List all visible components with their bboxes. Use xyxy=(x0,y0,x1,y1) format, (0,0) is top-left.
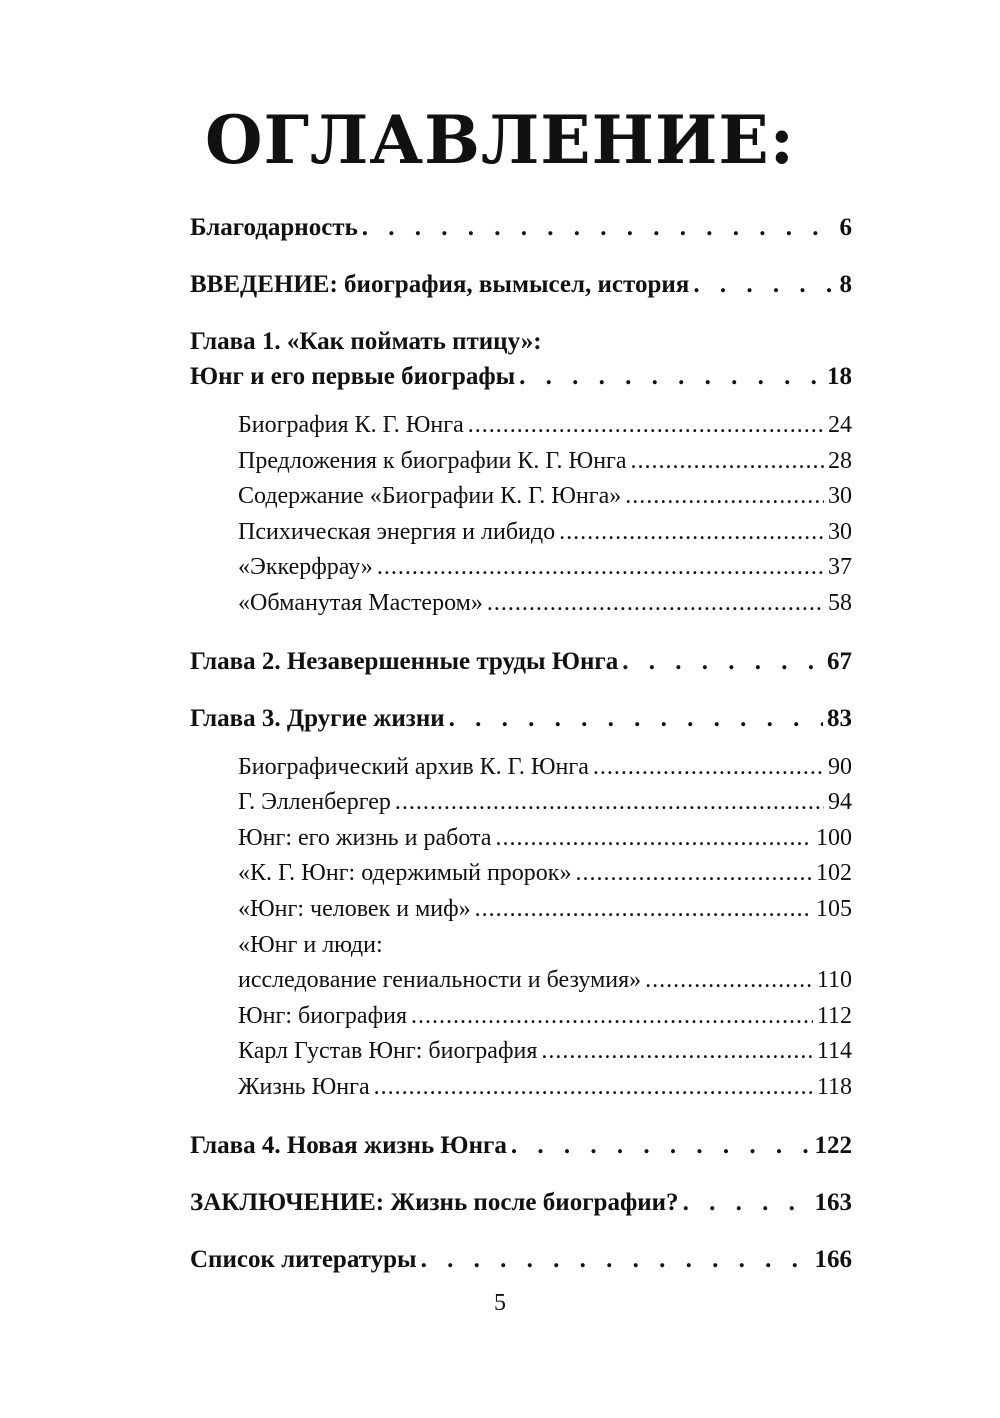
toc-subentry-line1[interactable]: «Юнг и люди: xyxy=(238,931,383,958)
toc-subentry[interactable] xyxy=(238,999,852,1035)
dot-leader xyxy=(575,856,812,892)
toc-entry-chapter1[interactable] xyxy=(190,359,852,394)
toc-entry-chapter1-line1[interactable]: Глава 1. «Как поймать птицу»: xyxy=(190,328,542,355)
dot-leader xyxy=(645,963,813,999)
dot-leader xyxy=(468,408,824,444)
toc-subentry-label: Карл Густав Юнг: биография xyxy=(238,1038,538,1065)
toc-subentry[interactable] xyxy=(238,1070,852,1106)
toc-page-number: 118 xyxy=(816,1073,852,1100)
toc-subentry-label: Юнг: его жизнь и работа xyxy=(238,824,492,851)
toc-page-number: 30 xyxy=(828,518,852,545)
toc-subentry-label: «К. Г. Юнг: одержимый пророк» xyxy=(238,860,572,887)
dot-leader xyxy=(362,210,836,245)
toc-entry-chapter2[interactable] xyxy=(190,644,852,679)
toc-subentry[interactable] xyxy=(238,586,852,622)
dot-leader xyxy=(495,821,812,857)
dot-leader xyxy=(519,359,823,394)
toc-entry-label: ВВЕДЕНИЕ: биография, вымысел, история xyxy=(190,271,690,298)
toc-subentry-label: «Эккерфрау» xyxy=(238,554,373,581)
toc-entry-chapter4[interactable] xyxy=(190,1128,852,1163)
dot-leader xyxy=(377,550,824,586)
toc-page-number: 6 xyxy=(839,214,852,241)
toc-subentry-label: Психическая энергия и либидо xyxy=(238,518,556,545)
toc-entry-label: Благодарность xyxy=(190,214,358,241)
toc-page-number: 18 xyxy=(827,363,852,390)
toc-page-number: 100 xyxy=(816,824,852,851)
toc-subentry[interactable] xyxy=(238,1034,852,1070)
dot-leader xyxy=(421,1242,811,1277)
dot-leader xyxy=(395,785,824,821)
toc-subentry[interactable] xyxy=(238,785,852,821)
toc-page-number: 102 xyxy=(816,860,852,887)
toc-subentry[interactable] xyxy=(238,821,852,857)
toc-entry-bibliography[interactable] xyxy=(190,1242,852,1277)
toc-subentry-label: «Обманутая Мастером» xyxy=(238,589,483,616)
toc-page-number: 163 xyxy=(814,1188,852,1216)
page-title: ОГЛАВЛЕНИЕ: xyxy=(204,101,795,179)
toc-subentry[interactable] xyxy=(238,856,852,892)
toc-page-number: 58 xyxy=(828,589,852,616)
toc-page-number: 110 xyxy=(816,967,852,994)
dot-leader xyxy=(411,999,813,1035)
dot-leader xyxy=(449,701,823,736)
toc-subentry-label: Юнг: биография xyxy=(238,1002,408,1029)
dot-leader xyxy=(683,1185,811,1220)
toc-subentry[interactable] xyxy=(238,750,852,786)
toc-entry-introduction[interactable] xyxy=(190,267,852,302)
toc-entry-label: Глава 3. Другие жизни xyxy=(190,704,445,732)
dot-leader xyxy=(511,1128,811,1163)
toc-page-number: 83 xyxy=(827,704,852,732)
toc-page-number: 37 xyxy=(828,554,852,581)
toc-page-number: 122 xyxy=(814,1131,852,1159)
toc-subentry-label: Содержание «Биографии К. Г. Юнга» xyxy=(238,483,622,510)
dot-leader xyxy=(541,1034,813,1070)
toc-subentry-label: Жизнь Юнга xyxy=(238,1073,370,1100)
toc-page-number: 94 xyxy=(828,789,852,816)
dot-leader xyxy=(487,586,824,622)
toc-page-number: 30 xyxy=(828,483,852,510)
toc-page-number: 112 xyxy=(816,1002,852,1029)
toc-subentry[interactable] xyxy=(238,444,852,480)
toc-subentry[interactable] xyxy=(238,963,852,999)
toc-entry-acknowledgments[interactable] xyxy=(190,210,852,245)
dot-leader xyxy=(374,1070,813,1106)
dot-leader xyxy=(559,515,824,551)
toc-page-number: 8 xyxy=(839,271,852,298)
toc-page-number: 67 xyxy=(827,647,852,675)
toc-subentry-label: Биография К. Г. Юнга xyxy=(238,412,464,438)
toc-subentry[interactable] xyxy=(238,550,852,586)
dot-leader xyxy=(625,479,824,515)
toc-entry-chapter3[interactable] xyxy=(190,701,852,736)
toc-page-number: 166 xyxy=(814,1245,852,1273)
dot-leader xyxy=(693,267,835,302)
toc-page-number: 24 xyxy=(828,412,852,438)
dot-leader xyxy=(622,644,823,679)
toc-entry-label: ЗАКЛЮЧЕНИЕ: Жизнь после биографии? xyxy=(190,1188,679,1216)
toc-page-number: 28 xyxy=(828,447,852,474)
toc-page-number: 105 xyxy=(816,895,852,922)
toc-page-number: 114 xyxy=(816,1038,852,1065)
toc-subentry[interactable] xyxy=(238,515,852,551)
table-of-contents xyxy=(190,210,852,1277)
toc-entry-label: Глава 2. Незавершенные труды Юнга xyxy=(190,647,619,675)
page-number-footer: 5 xyxy=(494,1290,506,1316)
toc-subentry-label: исследование гениальности и безумия» xyxy=(238,967,642,994)
toc-subentry-label: «Юнг: человек и миф» xyxy=(238,895,471,922)
dot-leader xyxy=(475,892,812,928)
toc-subentry-label: Предложения к биографии К. Г. Юнга xyxy=(238,447,627,474)
toc-subentry[interactable] xyxy=(238,479,852,515)
toc-subentry[interactable] xyxy=(238,408,852,444)
toc-entry-label: Юнг и его первые биографы xyxy=(190,363,516,390)
dot-leader xyxy=(593,750,824,786)
toc-subentry-label: Г. Элленбергер xyxy=(238,789,391,816)
dot-leader xyxy=(631,444,824,480)
toc-subentry-label: Биографический архив К. Г. Юнга xyxy=(238,753,589,780)
toc-entry-label: Глава 4. Новая жизнь Юнга xyxy=(190,1131,507,1159)
toc-subentry[interactable] xyxy=(238,892,852,928)
toc-page-number: 90 xyxy=(828,753,852,780)
toc-entry-label: Список литературы xyxy=(190,1245,417,1273)
toc-entry-conclusion[interactable] xyxy=(190,1185,852,1220)
